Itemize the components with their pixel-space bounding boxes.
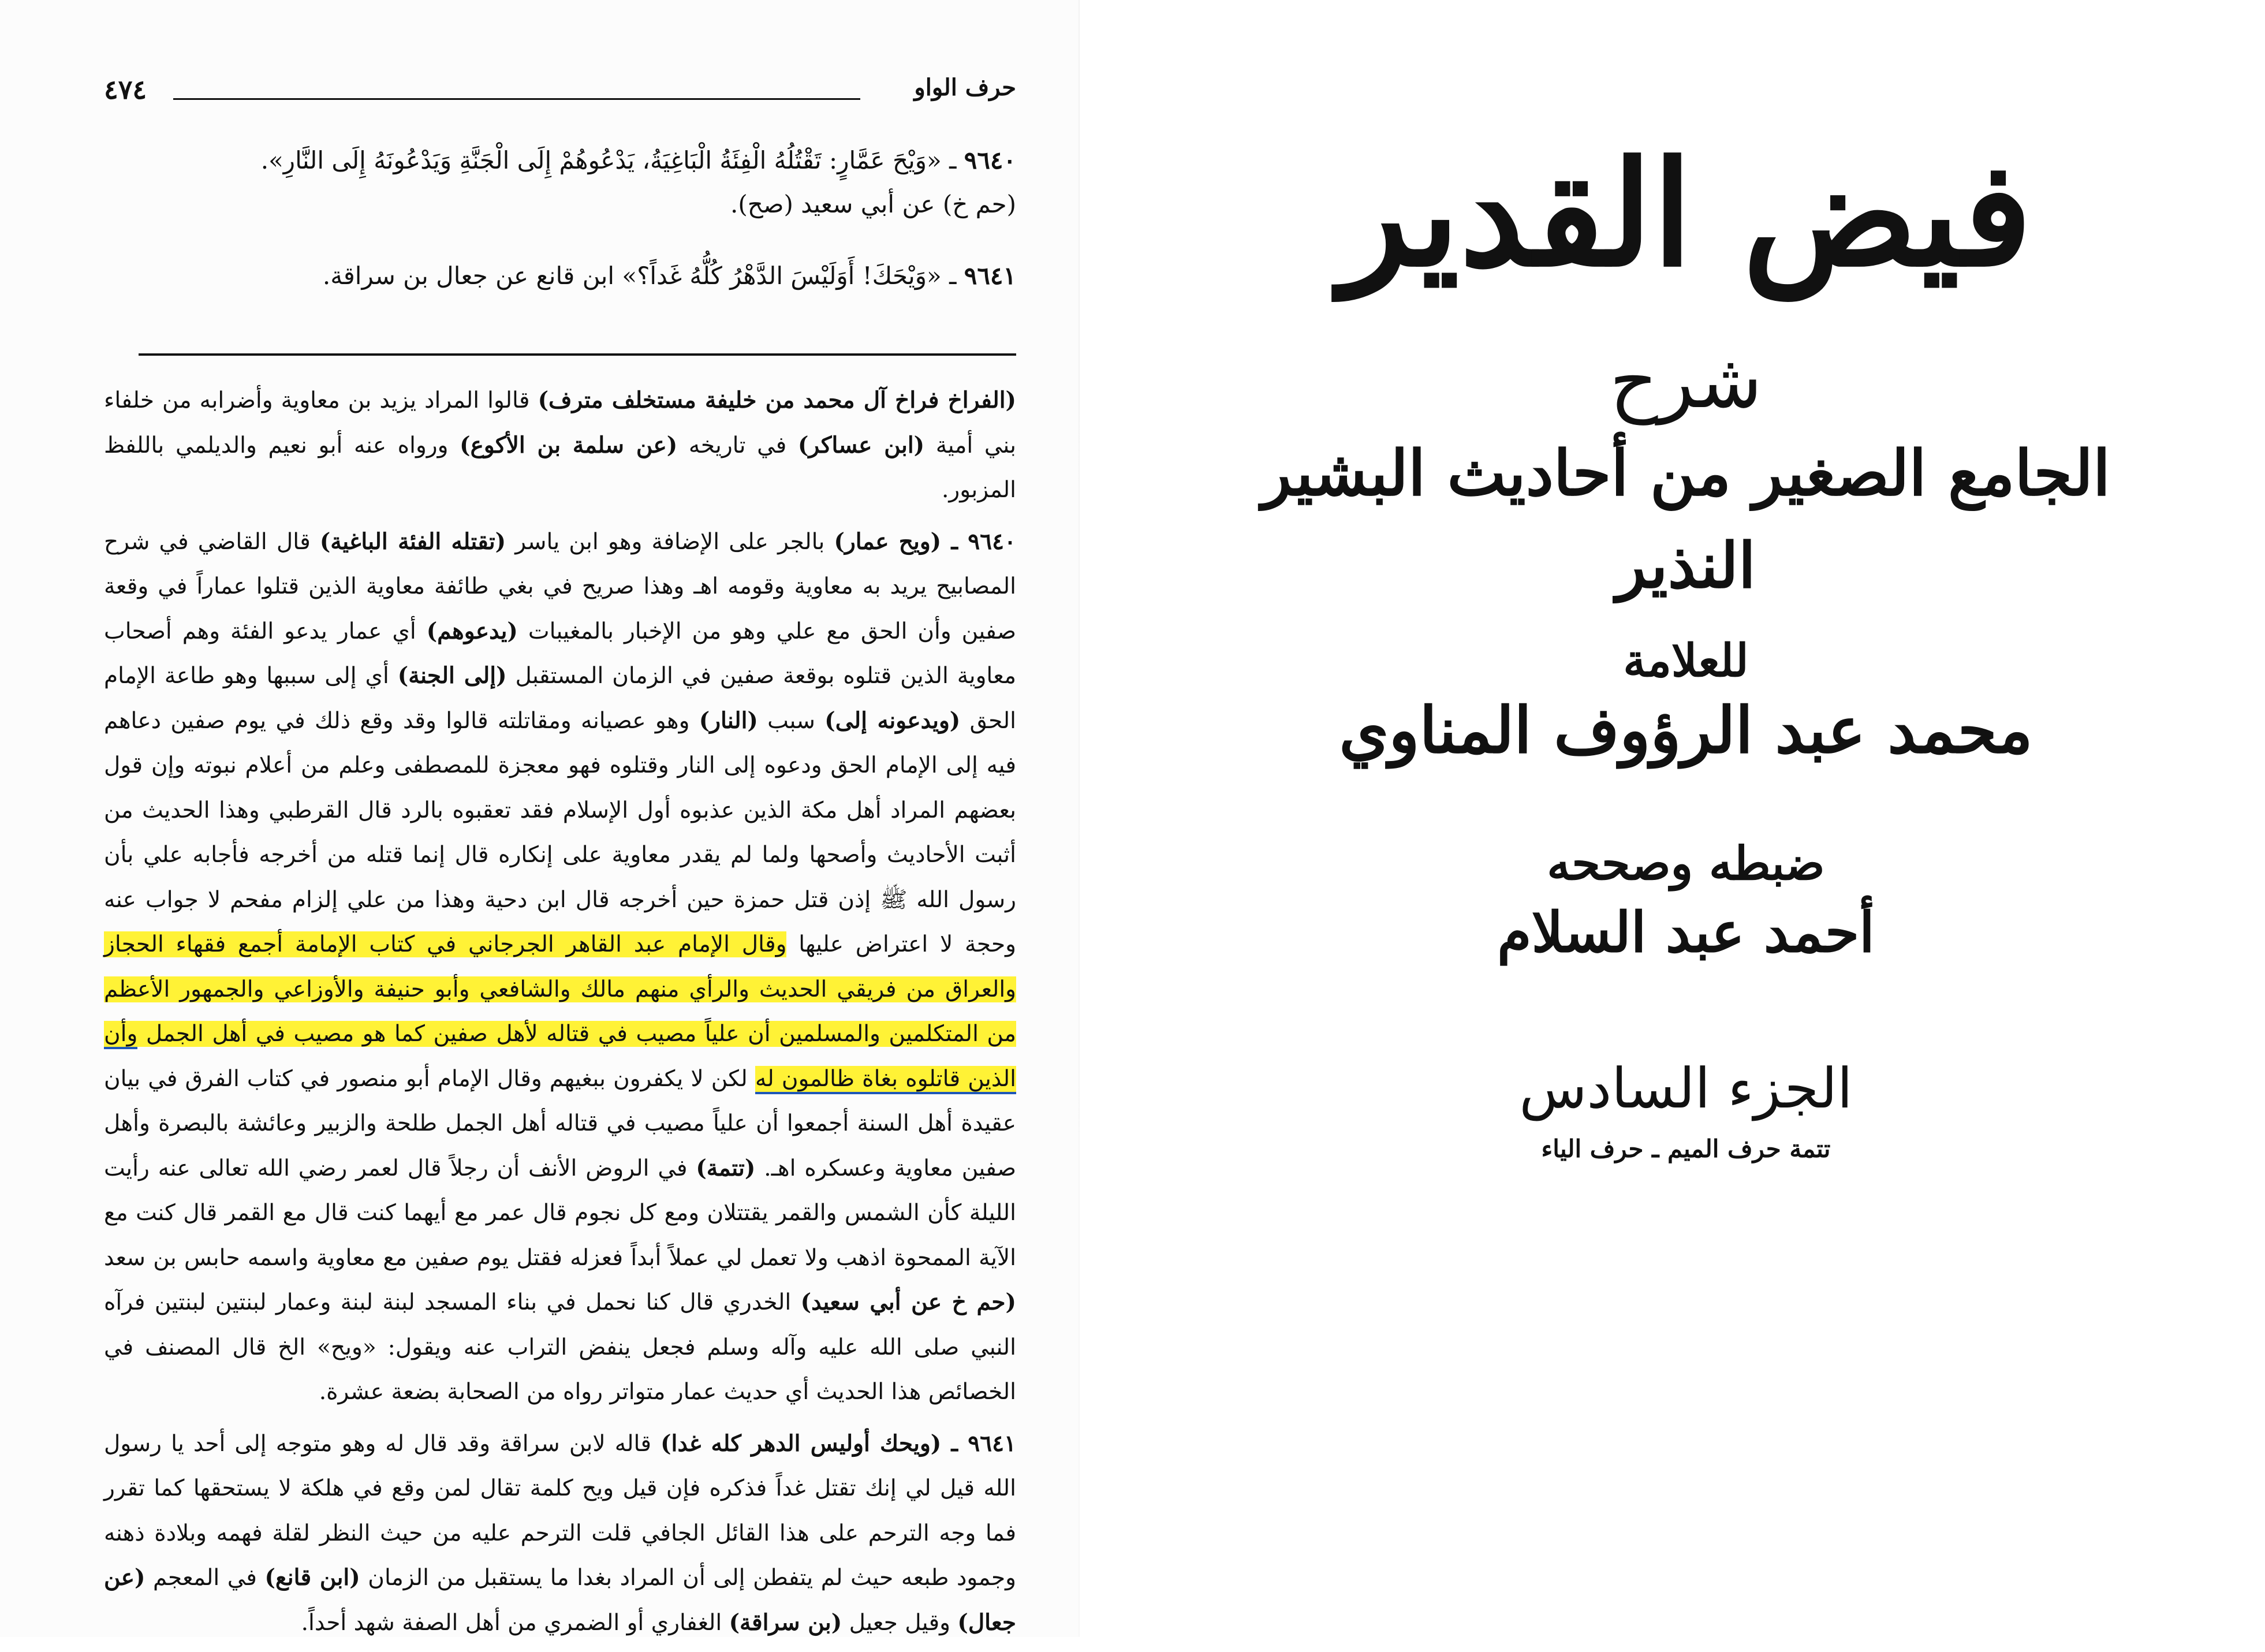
author-name: محمد عبد الرؤوف المناوي: [1339, 693, 2033, 767]
page-number: ٤٧٤: [104, 74, 147, 105]
hadith-number: ٩٦٤١: [964, 262, 1016, 290]
hadith-9640: ٩٦٤٠ ـ «وَيْحَ عَمَّارٍ: تَقْتُلُهُ الْفِئَةُ الْبَاغِيَةُ، يَدْعُوهُمْ إِلَى الْجَنَّةِ وَيَدْعُونَهُ إِلَى النَّارِ». (حم خ) عن أبي سعيد (صح).: [260, 146, 1016, 218]
commentary-paragraph: ٩٦٤١ ـ (ويحك أوليس الدهر كله غدا) قاله لابن سراقة وقد قال له وهو متوجه إلى أحد يا رسول الله قيل لي إنك تقتل غداً فذكره فإن قيل ويح كلمة تقال لمن وقع في هلكة لا يستحقها كما تقرر فما وجه الترحم على هذا القائل الجافي قلت الترحم عليه من حيث النظر لقلة فهمه وبلادة ذهنه وجمود طبعه حيث لم يتفطن إلى أن المراد بغدا ما يستقبل من الزمان (ابن قانع) في المعجم (عن جعال) وقيل جعيل (بن سراقة) الغفاري أو الضمري من أهل الصفة شهد أحداً.: [104, 1430, 1016, 1636]
subtitle-sharh: شرح: [1609, 337, 1763, 425]
commentary-paragraph: (الفراخ فراخ آل محمد من خليفة مستخلف مترف) قالوا المراد يزيد بن معاوية وأضرابه من خلفاء بني أمية (ابن عساكر) في تاريخه (عن سلمة بن الأكوع) ورواه عنه أبو نعيم والديلمي باللفظ المزبور.: [104, 387, 1016, 503]
commentary: [104, 378, 1016, 1652]
volume-range: تتمة حرف الميم ـ حرف الياء: [1541, 1135, 1831, 1163]
book-title: فيض القدير: [1339, 129, 2032, 299]
chapter-title: حرف الواو: [914, 74, 1016, 101]
hadith-text: «وَيْحَ عَمَّارٍ: تَقْتُلُهُ الْفِئَةُ الْبَاغِيَةُ، يَدْعُوهُمْ إِلَى الْجَنَّةِ وَيَدْعُونَهُ إِلَى النَّارِ».: [260, 146, 942, 174]
header-rule: [173, 98, 860, 100]
volume-label: الجزء السادس: [1519, 1056, 1853, 1121]
underlined-passage: وأن الذين قاتلوه بغاة ظالمون له: [104, 1021, 1016, 1094]
title-page: [1080, 0, 2265, 1637]
editor-name: أحمد عبد السلام: [1497, 900, 1875, 965]
editor-label: ضبطه وصححه: [1547, 836, 1825, 890]
hadith-9641: ٩٦٤١ ـ «وَيْحَكَ! أَوَلَيْسَ الدَّهْرُ كُلُّهُ غَداً؟» ابن قانع عن جعال بن سراقة.: [322, 262, 1016, 290]
subtitle-book: الجامع الصغير من أحاديث البشير النذير: [1261, 437, 2111, 602]
running-header: [104, 74, 1016, 114]
left-page: [0, 0, 1080, 1637]
section-separator: [139, 353, 1016, 356]
hadith-source: (حم خ) عن أبي سعيد (صح).: [730, 190, 1016, 218]
author-prefix: للعلامة: [1623, 635, 1749, 687]
commentary-paragraph: ٩٦٤٠ ـ (ويح عمار) بالجر على الإضافة وهو ابن ياسر (تقتله الفئة الباغية) قال القاضي في شرح المصابيح يريد به معاوية وقومه اهـ وهذا صريح في بغي طائفة معاوية الذين قتلوا عماراً في وقعة صفين وأن الحق مع علي وهو من الإخبار بالمغيبات (يدعوهم) أي عمار يدعو الفئة وهم أصحاب معاوية الذين قتلوه بوقعة صفين في الزمان المستقبل (إلى الجنة) أي إلى سببها وهو طاعة الإمام الحق (ويدعونه إلى) سبب (النار) وهو عصيانه ومقاتلته قالوا وقد وقع ذلك في يوم صفين دعاهم فيه إلى الإمام الحق ودعوه إلى النار وقتلوه فهو معجزة للمصطفى وعلم من أعلام نبوته وإن قول بعضهم المراد أهل مكة الذين عذبوه أول الإسلام فقد تعقبوه بالرد قال القرطبي وهذا الحديث من أثبت الأحاديث وأصحها ولما لم يقدر معاوية على إنكاره قال إنما قتله من أخرجه فأجابه علي بأن رسول الله ﷺ إذن قتل حمزة حين أخرجه قال ابن دحية وهذا من علي إلزام مفحم لا جواب عنه وحجة لا اعتراض عليها وقال الإمام عبد القاهر الجرجاني في كتاب الإمامة أجمع فقهاء الحجاز والعراق من فريقي الحديث والرأي منهم مالك والشافعي وأبو حنيفة والأوزاعي والجمهور الأعظم من المتكلمين والمسلمين أن علياً مصيب في قتاله لأهل صفين كما هو مصيب في أهل الجمل وأن الذين قاتلوه بغاة ظالمون له لكن لا يكفرون ببغيهم وقال الإمام أبو منصور في كتاب الفرق في بيان عقيدة أهل السنة أجمعوا أن علياً مصيب في قتاله أهل الجمل طلحة والزبير وعائشة بالبصرة وأهل صفين معاوية وعسكره اهـ. (تتمة) في الروض الأنف أن رجلاً قال لعمر رضي الله تعالى عنه رأيت الليلة كأن الشمس والقمر يقتتلان ومع كل نجوم قال عمر مع أيهما كنت قال مع القمر قال كنت مع الآية الممحوة اذهب ولا تعمل لي عملاً أبداً فعزله فقتل يوم صفين مع معاوية واسمه حابس بن سعد (حم خ عن أبي سعيد) الخدري قال كنا نحمل في بناء المسجد لبنة لبنة وعمار لبنتين لبنتين فرآه النبي صلى الله عليه وآله وسلم فجعل ينفض التراب عنه ويقول: «ويح» الخ قال المصنف في الخصائص هذا الحديث أي حديث عمار متواتر رواه من الصحابة بضعة عشرة.: [104, 528, 1017, 1405]
hadith-text: «وَيْحَكَ! أَوَلَيْسَ الدَّهْرُ كُلُّهُ غَداً؟» ابن قانع عن جعال بن سراقة.: [322, 262, 942, 290]
hadith-number: ٩٦٤٠: [964, 146, 1016, 174]
highlighted-passage: وقال الإمام عبد القاهر الجرجاني في كتاب الإمامة أجمع فقهاء الحجاز والعراق من فريقي الحديث والرأي منهم مالك والشافعي وأبو حنيفة والأوزاعي والجمهور الأعظم من المتكلمين والمسلمين أن علياً مصيب في قتاله لأهل صفين كما هو مصيب في أهل الجمل: [104, 931, 1016, 1047]
